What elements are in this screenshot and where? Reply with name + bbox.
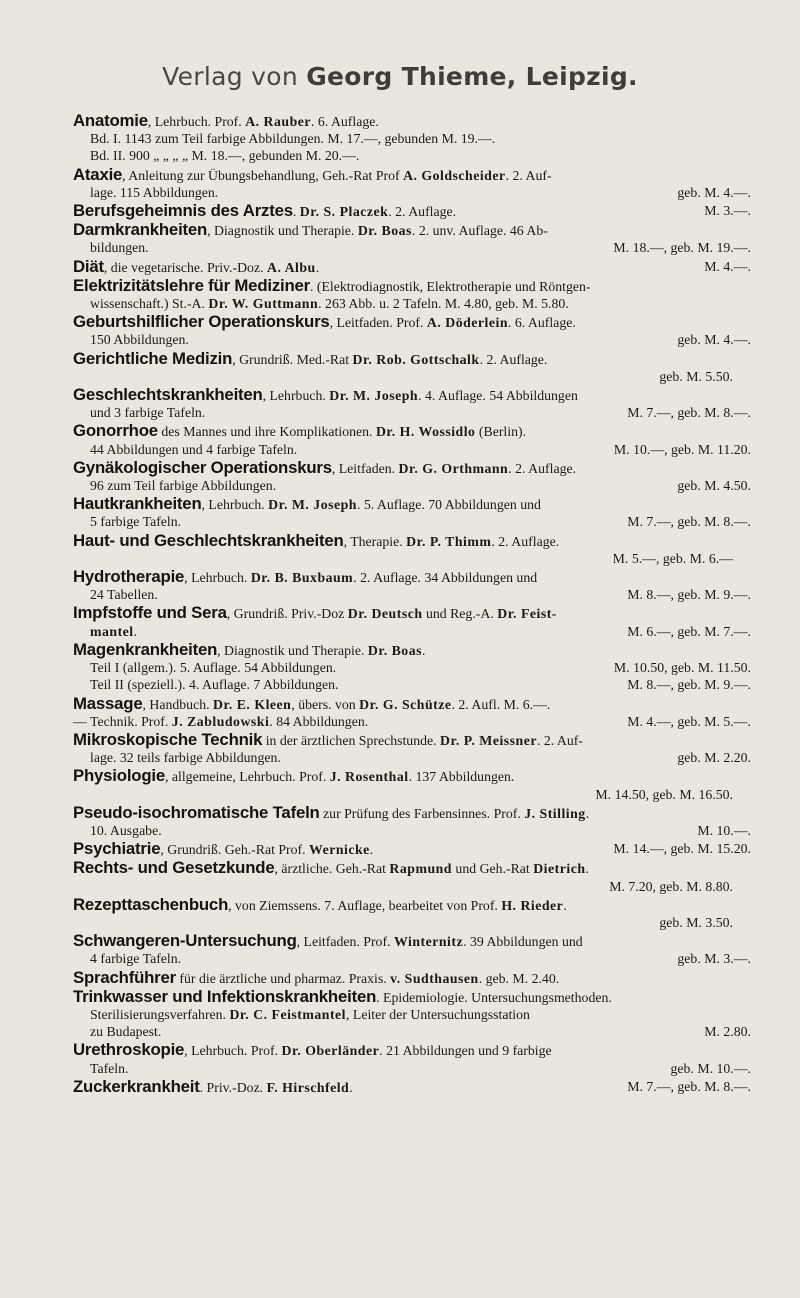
entry-text: Bd. I. 1143 zum Teil farbige Abbildungen. M. 17.—, gebunden M. 19.—. — [90, 131, 496, 147]
entry-author: Dr. Feist- — [497, 606, 557, 622]
entry-text: Sterilisierungsverfahren. — [90, 1006, 230, 1022]
entry-text: Bd. II. 900 „ „ „ „ M. 18.—, gebunden M. 20.—. — [90, 148, 360, 164]
entry-text: . 4. Auflage. 54 Abbildungen — [418, 388, 578, 404]
header-prefix: Verlag von — [162, 62, 298, 91]
entry-text: zur Prüfung des Farbensinnes. Prof. — [319, 805, 525, 821]
entry-text: , Lehrbuch. — [184, 570, 251, 586]
entry-author: Dr. G. Orthmann — [398, 460, 509, 476]
entry-text: M. 14.50, geb. M. 16.50. — [595, 786, 733, 802]
entry-line — [73, 988, 751, 1006]
entry-author: A. Goldscheider — [403, 167, 506, 183]
entry-line — [73, 1078, 751, 1096]
entry-line — [73, 550, 751, 567]
entry-text: . 2. Aufl. M. 6.—. — [451, 696, 551, 712]
entry-text: 5 farbige Tafeln. — [90, 514, 182, 530]
entry-author: Dr. M. Joseph — [268, 497, 357, 513]
catalog-entry — [73, 969, 751, 987]
entry-text: , Therapie. — [343, 533, 407, 549]
entry-text: , Diagnostik und Therapie. — [207, 223, 358, 239]
entry-title: Sprachführer — [73, 967, 176, 987]
entry-title: Schwangeren-Untersuchung — [73, 931, 297, 951]
catalog-entry — [73, 859, 751, 894]
entry-text: . 137 Abbildungen. — [408, 769, 515, 785]
entry-text: geb. M. 3.50. — [659, 914, 733, 930]
entry-title: Gonorrhoe — [73, 421, 158, 441]
catalog-entry — [73, 386, 751, 421]
entry-text: des Mannes und ihre Komplikationen. — [157, 424, 376, 440]
entry-text: . 2. Auf- — [536, 732, 583, 748]
entry-text: . Epidemiologie. Untersuchungsmethoden. — [376, 989, 612, 1005]
entry-text: . — [292, 204, 300, 220]
entry-line — [73, 659, 751, 676]
entry-text: 4 farbige Tafeln. — [90, 951, 182, 967]
entry-text: , Leiter der Untersuchungsstation — [346, 1006, 530, 1022]
entry-text: . 2. Auflage. — [508, 460, 577, 476]
entry-title: Massage — [73, 693, 143, 713]
catalog-entry — [73, 221, 751, 256]
entry-text: . — [585, 805, 590, 821]
entry-author: Dr. Rob. Gottschalk — [352, 351, 480, 367]
entry-author: Dr. W. Guttmann — [208, 296, 319, 312]
entry-text: 44 Abbildungen und 4 farbige Tafeln. — [90, 441, 298, 457]
entry-author: A. Rauber — [245, 114, 312, 129]
entry-line — [73, 258, 751, 276]
entry-line — [73, 130, 751, 147]
entry-text: . 2. Auf- — [505, 167, 552, 183]
entry-line — [73, 604, 751, 622]
entry-line — [73, 878, 751, 895]
entry-line — [73, 331, 751, 348]
entry-text: . 5. Auflage. 70 Abbildungen und — [356, 497, 541, 513]
entry-text: M. 7.20, geb. M. 8.80. — [609, 878, 733, 894]
catalog-entry — [73, 695, 751, 730]
entry-text: in der ärztlichen Sprechstunde. — [262, 732, 441, 748]
entry-text: und Geh.-Rat — [451, 861, 534, 877]
entry-title: Diät — [73, 256, 104, 276]
catalog-entry — [73, 988, 751, 1041]
entry-text: , ärztliche. Geh.-Rat — [274, 861, 390, 877]
entry-text: , Lehrbuch. Prof. — [147, 114, 246, 129]
entry-text: , Grundriß. Geh.-Rat Prof. — [160, 842, 310, 858]
entry-text: . 2. Auflage. — [479, 351, 548, 367]
entry-title: Rechts- und Gesetzkunde — [73, 858, 275, 878]
entry-author: F. Hirschfeld — [266, 1079, 350, 1095]
entry-price: geb. M. 2.20. — [677, 750, 751, 766]
entry-author: Dr. Deutsch — [347, 606, 423, 622]
entry-line — [73, 404, 751, 421]
entry-line — [73, 568, 751, 586]
entry-line — [73, 112, 751, 130]
entry-price: geb. M. 10.—. — [670, 1060, 751, 1076]
entry-text: , allgemeine, Lehrbuch. Prof. — [164, 769, 330, 785]
entry-author: Winternitz — [393, 934, 464, 950]
entry-line — [73, 767, 751, 785]
catalog-entry — [73, 1078, 751, 1096]
entry-text: für die ärztliche und pharmaz. Praxis. — [175, 970, 391, 986]
entry-author: Wernicke — [309, 842, 370, 858]
entry-line — [73, 695, 751, 713]
entry-text: . 84 Abbildungen. — [269, 713, 369, 729]
entry-price: M. 8.—, geb. M. 9.—. — [627, 587, 751, 603]
catalog-entry — [73, 896, 751, 931]
entry-author: A. Döderlein — [426, 315, 508, 331]
entry-text: , übers. von — [291, 696, 360, 712]
entry-line — [73, 840, 751, 858]
entry-price: M. 10.—, geb. M. 11.20. — [613, 441, 751, 457]
entry-text: . Priv.-Doz. — [199, 1079, 267, 1095]
entry-line — [73, 295, 751, 312]
entry-line — [73, 313, 751, 331]
entry-line — [73, 676, 751, 693]
entry-author: Dr. Boas — [367, 642, 422, 658]
entry-price: M. 7.—, geb. M. 8.—. — [627, 1078, 751, 1094]
entry-author: Dr. Boas — [357, 223, 412, 239]
entry-price: M. 8.—, geb. M. 9.—. — [627, 677, 751, 693]
entry-title: Darmkrankheiten — [73, 220, 208, 240]
catalog-entry — [73, 604, 751, 639]
catalog-entry — [73, 202, 751, 220]
entry-text: , Grundriß. Priv.-Doz — [226, 606, 348, 622]
entry-title: Urethroskopie — [73, 1040, 185, 1060]
entry-line — [73, 1023, 751, 1040]
entry-line — [73, 202, 751, 220]
publisher-header — [0, 62, 800, 91]
entry-author: Dr. E. Kleen — [213, 696, 292, 712]
entry-author: mantel — [90, 623, 134, 639]
header-publisher: Georg Thieme, Leipzig. — [306, 62, 638, 91]
entry-price: M. 18.—, geb. M. 19.—. — [613, 240, 751, 256]
entry-title: Impfstoffe und Sera — [73, 603, 227, 623]
entry-text: . 263 Abb. u. 2 Tafeln. M. 4.80, geb. M. 5.80. — [318, 296, 569, 312]
entry-text: , Leitfaden. — [331, 460, 399, 476]
entry-title: Geburtshilflicher Operationskurs — [73, 312, 330, 332]
entry-author: Dr. B. Buxbaum — [250, 570, 354, 586]
entry-text: zu Budapest. — [90, 1024, 162, 1040]
entry-line — [73, 822, 751, 839]
entry-text: Teil I (allgem.). 5. Auflage. 54 Abbildungen. — [90, 660, 337, 676]
entry-text: . — [585, 861, 589, 877]
catalog-entry — [73, 932, 751, 967]
entry-line — [73, 749, 751, 766]
entry-price: geb. M. 4.—. — [677, 184, 751, 200]
entry-author: Dr. S. Placzek — [299, 204, 389, 220]
entry-text: (Berlin). — [475, 424, 527, 440]
entry-author: J. Rosenthal — [329, 769, 409, 785]
book-list — [73, 112, 751, 1097]
entry-line — [73, 239, 751, 256]
entry-price: M. 7.—, geb. M. 8.—. — [627, 514, 751, 530]
entry-text: Tafeln. — [90, 1060, 129, 1076]
entry-line — [73, 277, 751, 295]
entry-text: . 6. Auflage. — [508, 315, 576, 331]
entry-text: , von Ziemssens. 7. Auflage, bearbeitet von Prof. — [228, 897, 502, 913]
entry-text: und 3 farbige Tafeln. — [90, 405, 206, 421]
entry-text: , Leitfaden. Prof. — [296, 934, 394, 950]
entry-line — [73, 350, 751, 368]
entry-line — [73, 950, 751, 967]
entry-price: geb. M. 3.—. — [677, 951, 751, 967]
entry-price: geb. M. 4.—. — [677, 332, 751, 348]
entry-text: bildungen. — [90, 240, 149, 256]
entry-title: Gerichtliche Medizin — [73, 348, 233, 368]
entry-author: Dr. C. Feistmantel — [229, 1006, 347, 1022]
entry-line — [73, 1060, 751, 1077]
entry-line — [73, 623, 751, 640]
entry-text: . — [349, 1079, 353, 1095]
entry-text: M. 5.—, geb. M. 6.— — [612, 550, 733, 566]
entry-line — [73, 914, 751, 931]
catalog-entry — [73, 641, 751, 694]
catalog-entry — [73, 840, 751, 858]
entry-title: Anatomie — [73, 111, 148, 130]
entry-price: geb. M. 4.50. — [677, 478, 751, 494]
catalog-entry — [73, 166, 751, 201]
entry-line — [73, 221, 751, 239]
entry-price: M. 7.—, geb. M. 8.—. — [627, 405, 751, 421]
entry-price: M. 3.—. — [704, 203, 751, 219]
entry-text: , Anleitung zur Übungsbehandlung, Geh.-Rat Prof — [122, 167, 404, 183]
entry-title: Rezepttaschenbuch — [73, 894, 229, 914]
entry-line — [73, 713, 751, 730]
entry-author: J. Stilling — [524, 805, 586, 821]
catalog-entry — [73, 459, 751, 494]
entry-text: und Reg.-A. — [422, 606, 498, 622]
entry-author: Dr. P. Meissner — [440, 732, 537, 748]
catalog-entry — [73, 258, 751, 276]
entry-price: M. 10.50, geb. M. 11.50. — [613, 660, 751, 676]
entry-text: . 39 Abbildungen und — [463, 934, 583, 950]
entry-line — [73, 184, 751, 201]
entry-line — [73, 969, 751, 987]
entry-title: Elektrizitätslehre für Mediziner — [73, 275, 310, 295]
catalog-entry — [73, 495, 751, 530]
entry-price: M. 4.—, geb. M. 5.—. — [627, 713, 751, 729]
entry-text: 24 Tabellen. — [90, 587, 158, 603]
entry-text: . geb. M. 2.40. — [478, 970, 560, 986]
entry-title: Haut- und Geschlechtskrankheiten — [73, 530, 344, 550]
entry-line — [73, 166, 751, 184]
entry-author: Dr. P. Thimm — [406, 533, 492, 549]
entry-text: , Lehrbuch. — [201, 497, 269, 513]
entry-author: Rapmund — [389, 861, 452, 877]
entry-price: M. 4.—. — [704, 258, 751, 274]
entry-author: J. Zabludowski — [171, 713, 270, 729]
entry-text: , Handbuch. — [142, 696, 214, 712]
entry-text: geb. M. 5.50. — [659, 368, 733, 384]
entry-author: H. Rieder — [501, 897, 564, 913]
entry-text: . — [563, 897, 567, 913]
entry-text: 96 zum Teil farbige Abbildungen. — [90, 478, 277, 494]
catalog-entry — [73, 731, 751, 766]
entry-line — [73, 477, 751, 494]
entry-text: — Technik. Prof. — [73, 713, 172, 729]
entry-text: . 2. unv. Auflage. 46 Ab- — [411, 223, 548, 239]
catalog-entry — [73, 568, 751, 603]
entry-text: Teil II (speziell.). 4. Auflage. 7 Abbildungen. — [90, 677, 339, 693]
catalog-entry — [73, 422, 751, 457]
entry-text: . — [133, 623, 138, 639]
entry-line — [73, 786, 751, 803]
entry-text: . — [315, 259, 320, 275]
entry-line — [73, 368, 751, 385]
entry-title: Zuckerkrankheit — [73, 1076, 200, 1096]
entry-author: v. Sudthausen — [390, 970, 479, 986]
entry-price: M. 6.—, geb. M. 7.—. — [627, 623, 751, 639]
entry-author: Dietrich — [533, 861, 586, 877]
entry-author: A. Albu — [266, 259, 316, 275]
entry-text: , Lehrbuch. — [262, 388, 330, 404]
entry-line — [73, 513, 751, 530]
catalog-entry — [73, 1041, 751, 1076]
entry-title: Physiologie — [73, 766, 165, 786]
entry-line — [73, 459, 751, 477]
entry-title: Gynäkologischer Operationskurs — [73, 457, 332, 477]
catalog-entry — [73, 804, 751, 839]
entry-text: , Leitfaden. Prof. — [329, 315, 427, 331]
entry-text: . — [421, 642, 426, 658]
entry-text: 150 Abbildungen. — [90, 332, 189, 348]
entry-line — [73, 932, 751, 950]
entry-line — [73, 896, 751, 914]
entry-title: Geschlechtskrankheiten — [73, 385, 263, 405]
catalog-entry — [73, 277, 751, 312]
entry-text: 10. Ausgabe. — [90, 822, 162, 838]
entry-line — [73, 147, 751, 164]
entry-text: wissenschaft.) St.-A. — [90, 296, 209, 312]
entry-text: . 2. Auflage. — [491, 533, 560, 549]
entry-line — [73, 532, 751, 550]
entry-title: Ataxie — [73, 164, 123, 184]
entry-title: Berufsgeheimnis des Arztes — [73, 201, 293, 221]
catalog-entry — [73, 112, 751, 165]
entry-text: , Grundriß. Med.-Rat — [232, 351, 353, 367]
entry-line — [73, 495, 751, 513]
entry-text: . 2. Auflage. — [388, 204, 457, 220]
entry-text: , die vegetarische. Priv.-Doz. — [103, 259, 267, 275]
entry-title: Hydrotherapie — [73, 567, 185, 587]
entry-price: M. 10.—. — [697, 822, 751, 838]
entry-title: Psychiatrie — [73, 839, 161, 859]
entry-price: M. 2.80. — [704, 1024, 751, 1040]
entry-author: Dr. H. Wossidlo — [375, 424, 476, 440]
entry-text: . 2. Auflage. 34 Abbildungen und — [353, 570, 538, 586]
entry-author: Dr. M. Joseph — [329, 388, 419, 404]
catalog-entry — [73, 532, 751, 567]
entry-text: , Lehrbuch. Prof. — [184, 1043, 282, 1059]
entry-title: Trinkwasser und Infektionskrankheiten — [73, 986, 377, 1006]
entry-text: lage. 115 Abbildungen. — [90, 184, 219, 200]
entry-line — [73, 441, 751, 458]
catalog-entry — [73, 313, 751, 348]
entry-text: . 21 Abbildungen und 9 farbige — [379, 1043, 552, 1059]
entry-line — [73, 804, 751, 822]
entry-line — [73, 586, 751, 603]
entry-title: Magenkrankheiten — [73, 639, 218, 659]
entry-title: Mikroskopische Technik — [73, 729, 263, 749]
entry-author: Dr. G. Schütze — [359, 696, 452, 712]
entry-price: M. 14.—, geb. M. 15.20. — [613, 841, 751, 857]
entry-text: . — [369, 842, 374, 858]
catalog-entry — [73, 767, 751, 802]
entry-line — [73, 386, 751, 404]
entry-text: . (Elektrodiagnostik, Elektrotherapie und Röntgen- — [310, 278, 591, 294]
catalog-entry — [73, 350, 751, 385]
entry-title: Hautkrankheiten — [73, 494, 202, 514]
entry-line — [73, 422, 751, 440]
entry-line — [73, 859, 751, 877]
entry-line — [73, 731, 751, 749]
entry-text: , Diagnostik und Therapie. — [217, 642, 368, 658]
entry-line — [73, 641, 751, 659]
entry-text: . 6. Auflage. — [311, 114, 379, 129]
entry-line — [73, 1006, 751, 1023]
entry-text: lage. 32 teils farbige Abbildungen. — [90, 750, 281, 766]
entry-line — [73, 1041, 751, 1059]
entry-title: Pseudo-isochromatische Tafeln — [73, 802, 320, 822]
entry-author: Dr. Oberländer — [281, 1043, 380, 1059]
